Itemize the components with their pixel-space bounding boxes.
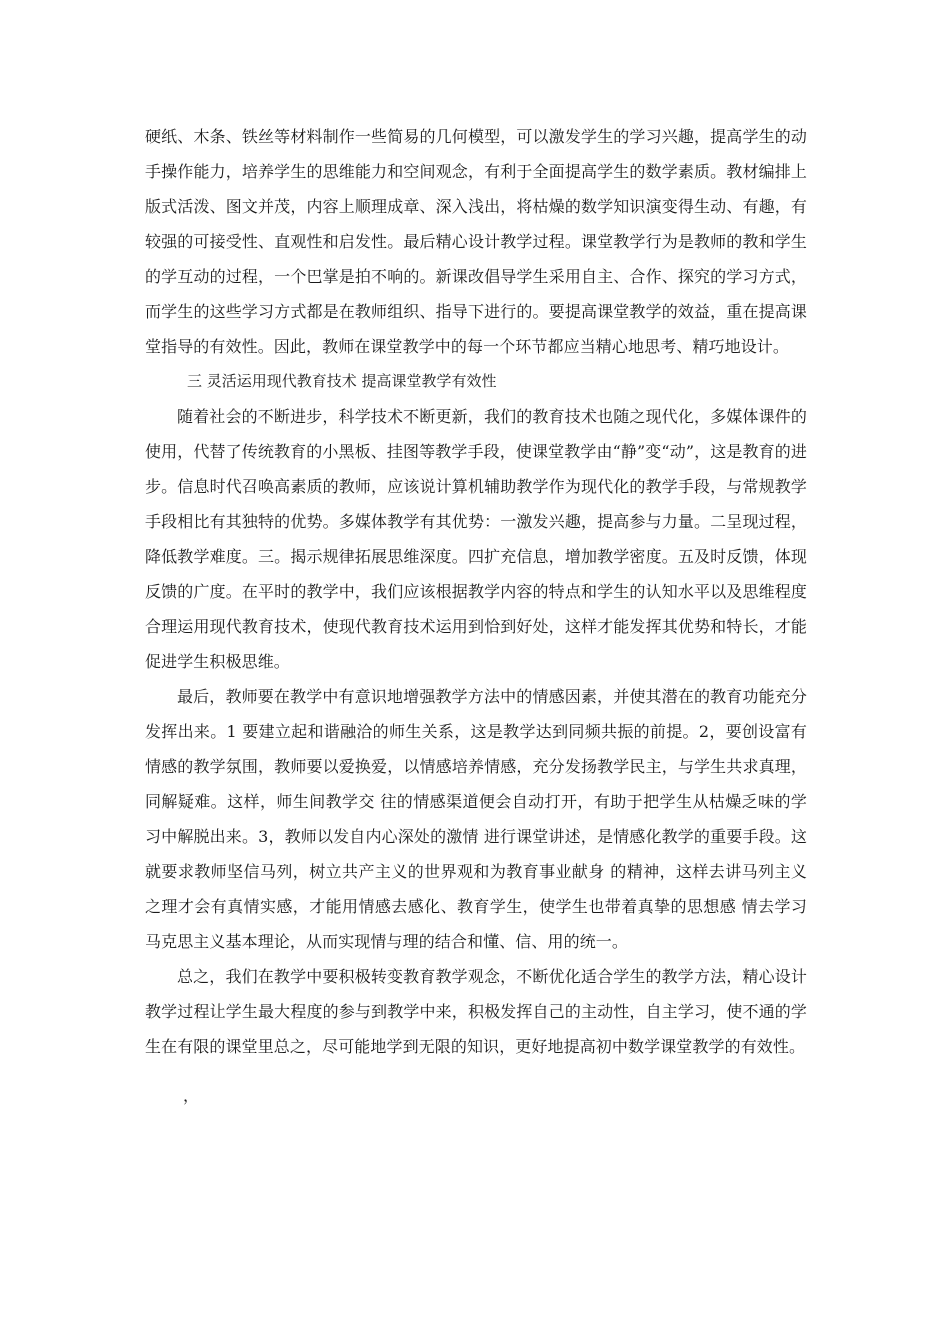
paragraph-model-making: 硬纸、木条、铁丝等材料制作一些简易的几何模型，可以激发学生的学习兴趣，提高学生的动手操作能力，培养学生的思维能力和空间观念，有利于全面提高学生的数学素质。教材编排上版式活泼、图文并茂，内容上顺理成章、深入浅出，将枯燥的数学知识演变得生动、有趣，有较强的可接受性、直观性和启发性。最后精心设计教学过程。课堂教学行为是教师的教和学生的学互动的过程，一个巴掌是拍不响的。新课改倡导学生采用自主、合作、探究的学习方式，而学生的这些学习方式都是在教师组织、指导下进行的。要提高课堂教学的效益，重在提高课堂指导的有效性。因此，教师在课堂教学中的每一个环节都应当精心地思考、精巧地设计。 bbox=[145, 127, 807, 356]
paragraph-multimedia: 随着社会的不断进步，科学技术不断更新，我们的教育技术也随之现代化，多媒体课件的使用，代替了传统教育的小黑板、挂图等教学手段，使课堂教学由“静”变“动”，这是教育的进步。信息时代召唤高素质的教师，应该说计算机辅助教学作为现代化的教学手段，与常规教学手段相比有其独特的优势。多媒体教学有其优势：一激发兴趣，提高参与力量。二呈现过程，降低教学难度。三。揭示规律拓展思维深度。四扩充信息，增加教学密度。五及时反馈，体现反馈的广度。在平时的教学中，我们应该根据教学内容的特点和学生的认知水平以及思维程度合理运用现代教育技术，使现代教育技术运用到恰到好处，这样才能发挥其优势和特长，才能促进学生积极思维。 bbox=[145, 407, 807, 671]
trailing-comma: ， bbox=[183, 1086, 200, 1105]
paragraph-conclusion: 总之，我们在教学中要积极转变教育教学观念，不断优化适合学生的教学方法，精心设计教学过程让学生最大程度的参与到教学中来，积极发挥自己的主动性，自主学习，使不通的学生在有限的课堂里总之，尽可能地学到无限的知识，更好地提高初中数学课堂教学的有效性。 bbox=[145, 967, 807, 1056]
paragraph-emotional-factors: 最后，教师要在教学中有意识地增强教学方法中的情感因素，并使其潜在的教育功能充分发挥出来。1 要建立起和谐融洽的师生关系，这是教学达到同频共振的前提。2，要创设富有情感的教学氛围，教师要以爱换爱，以情感培养情感，充分发扬教学民主，与学生共求真理，同解疑难。这样，师生间教学交 往的情感渠道便会自动打开，有助于把学生从枯燥乏味的学习中解脱出来。3，教师以发自内心深处的激情 进行课堂讲述，是情感化教学的重要手段。这就要求教师坚信马列，树立共产主义的世界观和为教育事业献身 的精神，这样去讲马列主义之理才会有真情实感，才能用情感去感化、教育学生，使学生也带着真挚的思想感 情去学习马克思主义基本理论，从而实现情与理的结合和懂、信、用的统一。 bbox=[145, 687, 807, 951]
document-body bbox=[145, 119, 807, 1113]
section-heading-modern-technology: 三 灵活运用现代教育技术 提高课堂教学有效性 bbox=[187, 372, 497, 390]
